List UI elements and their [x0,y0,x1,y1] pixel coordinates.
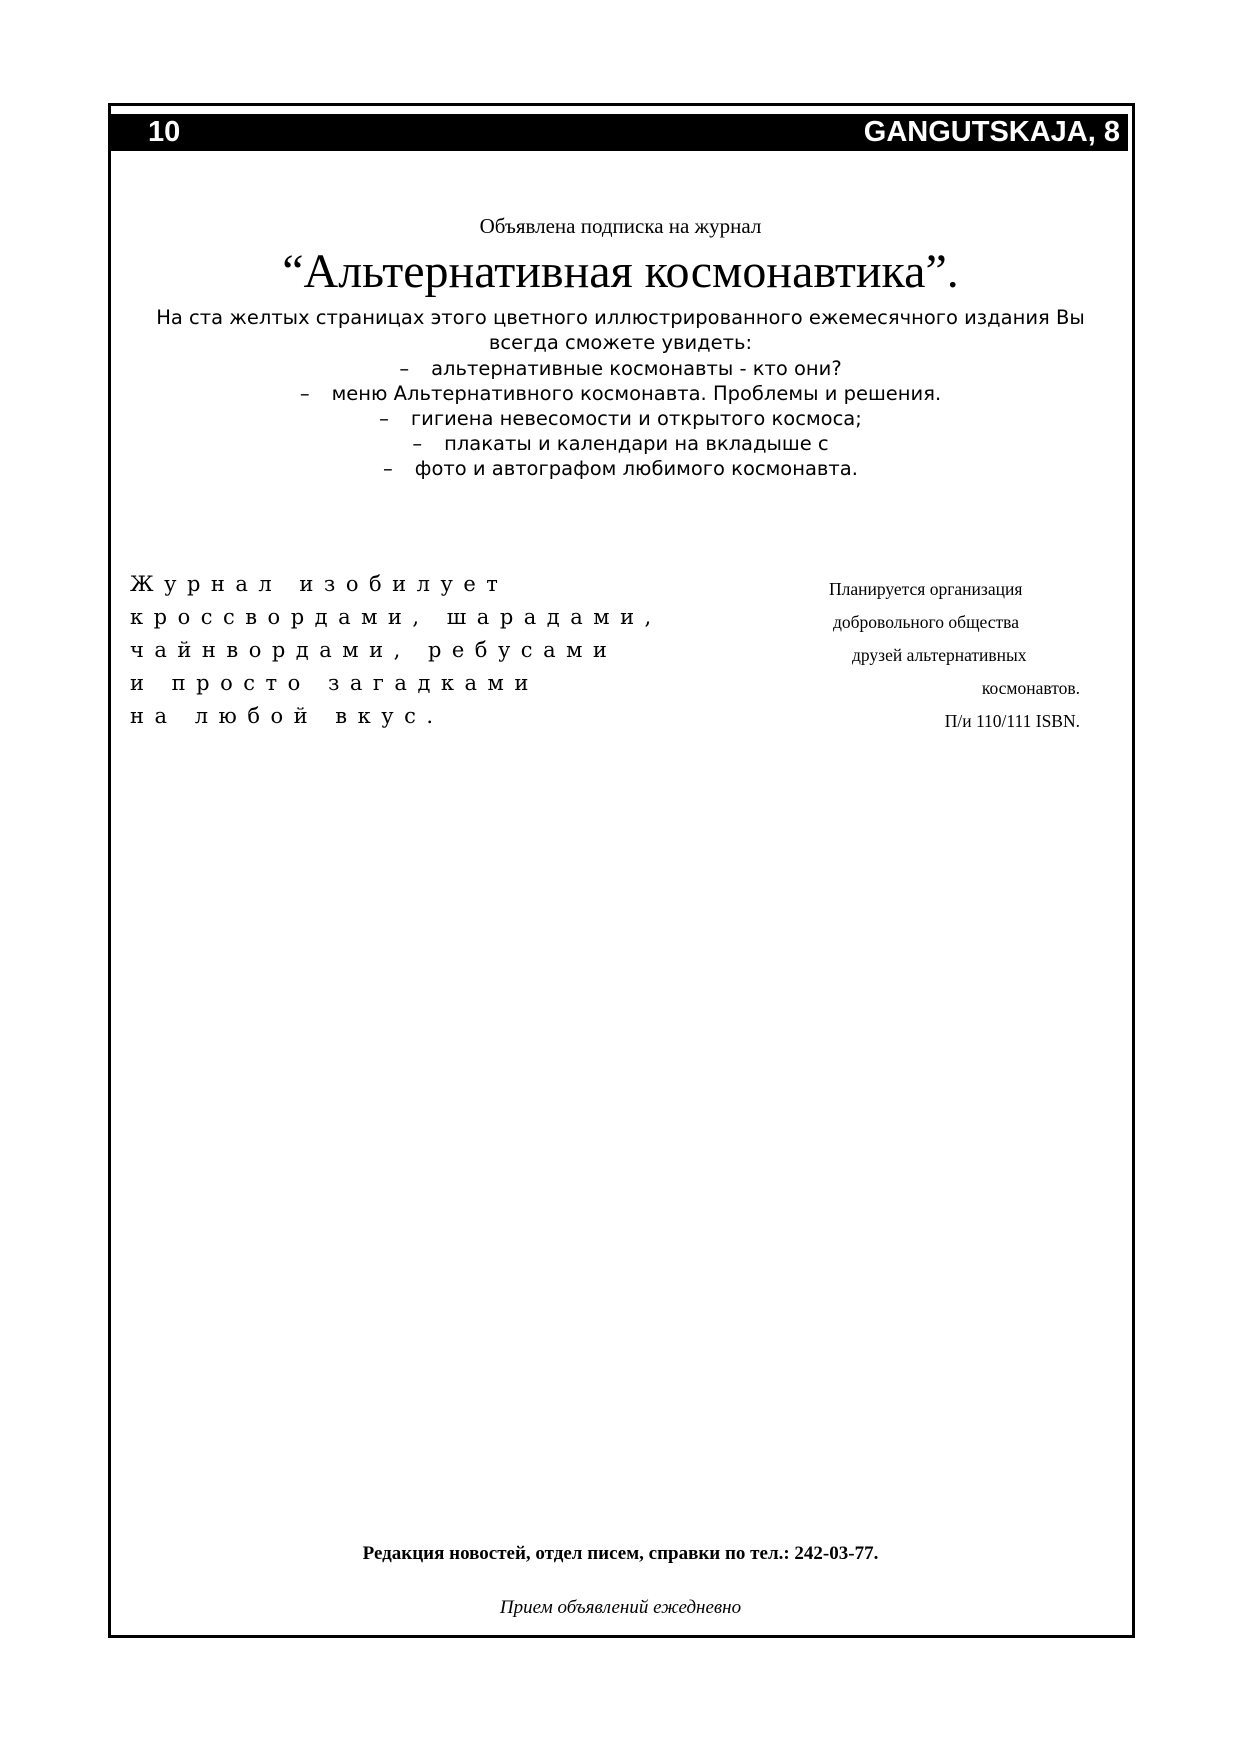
feature-item: – гигиена невесомости и открытого космоса; [379,407,862,430]
subscription-announcement: Объявлена подписка на журнал [479,214,762,238]
puzzles-line: Журнал изобилует [130,572,509,596]
feature-item: – фото и автографом любимого космонавта. [383,457,858,480]
feature-list [0,356,1241,481]
dash-marker: – [383,457,393,480]
description-line: На ста желтых страницах этого цветного иллюстрированного ежемесячного издания Вы [156,306,1085,329]
feature-item: – плакаты и календари на вкладыше с [412,432,829,455]
publication-name: GANGUTSKAJA, 8 [863,116,1120,148]
puzzles-column [130,568,730,733]
editorial-contacts: Редакция новостей, отдел писем, справки по тел.: 242-03-77. [362,1543,879,1564]
header-bar [110,114,1128,151]
page-number: 10 [148,116,181,148]
puzzles-line: кроссвордами, шарадами, [130,605,662,629]
society-line: добровольного общества [833,612,1019,632]
dash-marker: – [399,357,410,380]
society-line: космонавтов. [981,678,1080,698]
isbn-line: П/и 110/111 ISBN. [944,711,1080,731]
feature-item: – меню Альтернативного космонавта. Проблемы и решения. [299,382,942,405]
feature-item: – альтернативные космонавты - кто они? [399,357,842,380]
society-line: Планируется организация [829,579,1023,599]
dash-marker: – [412,432,423,455]
description-line: всегда сможете увидеть: [488,331,753,354]
magazine-title: “Альтернативная космонавтика”. [282,245,959,298]
magazine-description [0,305,1241,355]
dash-marker: – [379,407,389,430]
society-line: друзей альтернативных [852,645,1027,665]
ads-notice: Прием объявлений ежедневно [499,1597,742,1618]
puzzles-line: на любой вкус. [130,704,444,728]
puzzles-line: и просто загадками [130,671,539,695]
dash-marker: – [299,382,310,405]
puzzles-line: чайнвордами, ребусами [130,638,618,662]
